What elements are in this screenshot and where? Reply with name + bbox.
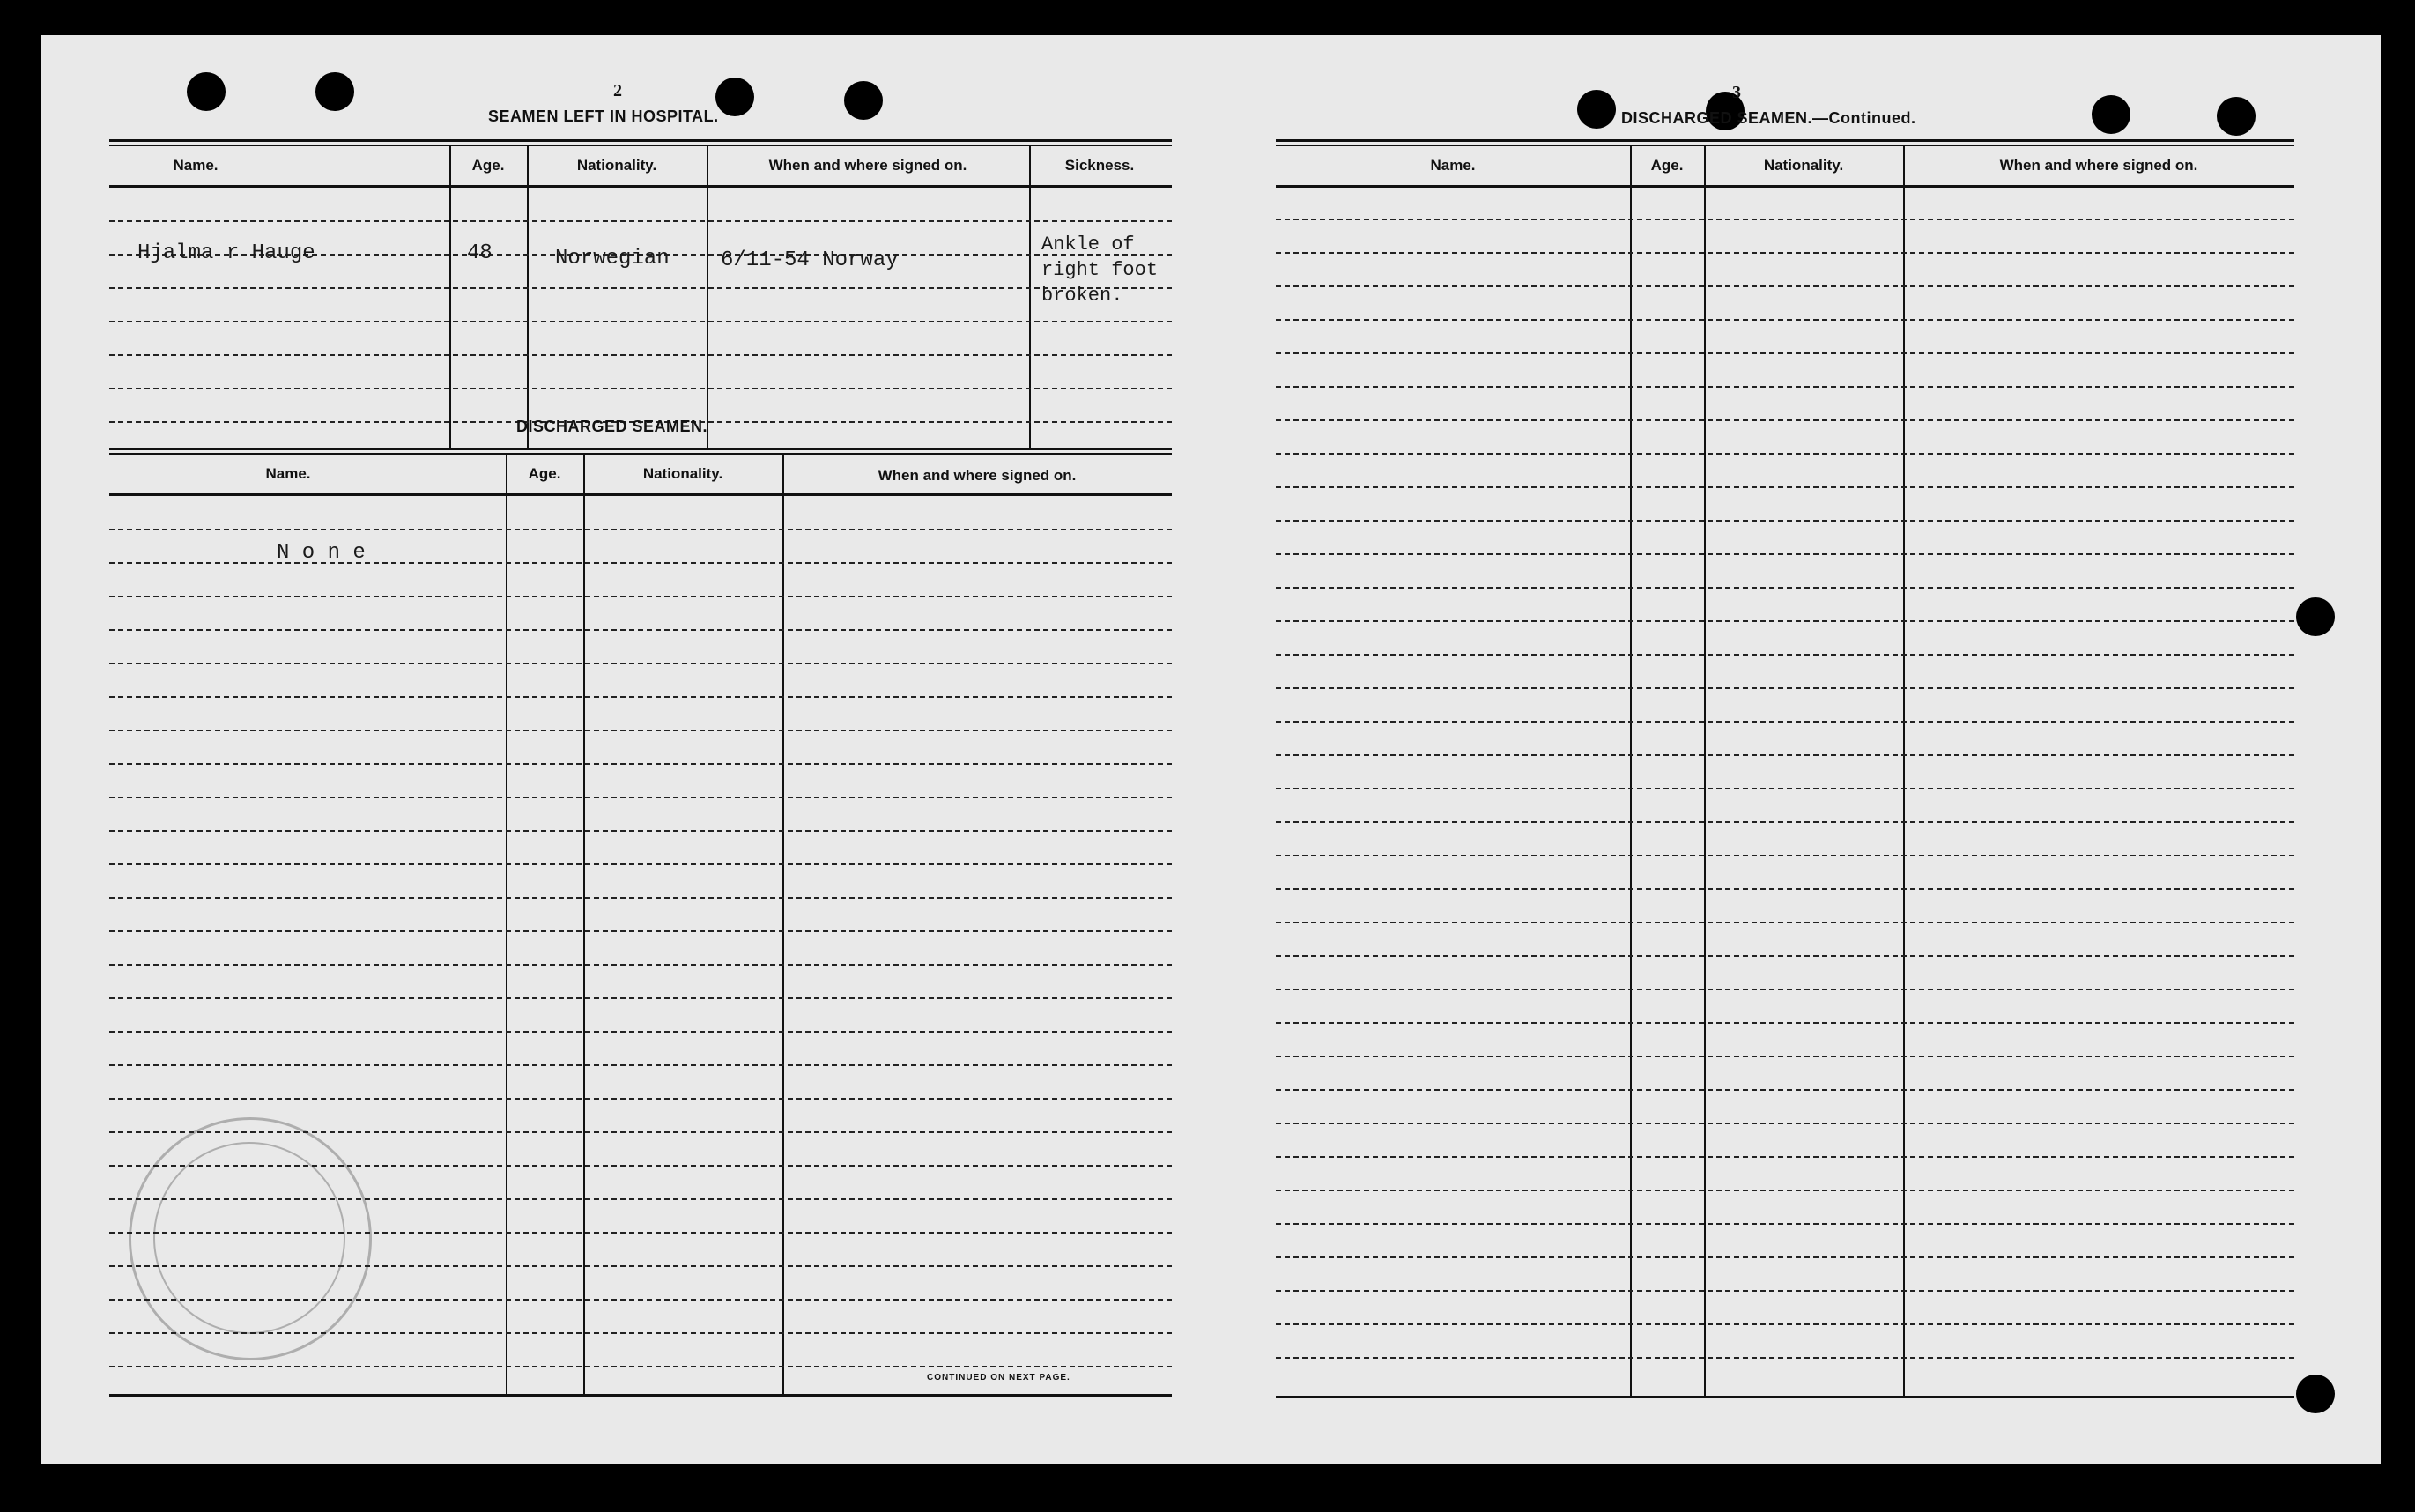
column-header: When and where signed on. (1999, 157, 2198, 174)
punch-hole (2217, 97, 2256, 136)
document-sheet (41, 35, 2381, 1464)
page-number-right: 3 (1732, 83, 1741, 102)
punch-hole (844, 81, 883, 120)
punch-hole (2296, 597, 2335, 636)
page-number-left: 2 (613, 81, 622, 100)
hospital-seaman-name: Hjalma r Hauge (137, 241, 315, 265)
column-header: Nationality. (576, 157, 657, 174)
column-header: When and where signed on. (878, 467, 1077, 484)
hospital-table (109, 139, 1172, 448)
discharged-entry: N o n e (277, 541, 366, 565)
discharged-table-right (1276, 139, 2294, 1408)
punch-hole (187, 72, 226, 111)
hospital-seaman-sickness-line: Ankle of (1041, 233, 1135, 256)
hospital-seaman-age: 48 (467, 241, 493, 265)
column-header: Name. (265, 465, 311, 482)
punch-hole (2296, 1375, 2335, 1413)
hospital-seaman-nationality: Norwegian (555, 247, 670, 271)
column-header: Name. (1430, 157, 1476, 174)
punch-hole (315, 72, 354, 111)
discharged-section-title: DISCHARGED SEAMEN. (516, 418, 708, 435)
column-header: Nationality. (1763, 157, 1844, 174)
discharged-table-left (109, 448, 1172, 1408)
column-header: When and where signed on. (768, 157, 967, 174)
column-header: Age. (471, 157, 505, 174)
column-header: Nationality. (642, 465, 723, 482)
column-header: Age. (1650, 157, 1684, 174)
column-header: Sickness. (1064, 157, 1135, 174)
punch-hole (2092, 95, 2130, 134)
discharged-continued-title: DISCHARGED SEAMEN.—Continued. (1621, 109, 1916, 127)
punch-hole (1577, 90, 1616, 129)
hospital-section-title: SEAMEN LEFT IN HOSPITAL. (488, 107, 719, 125)
punch-hole (715, 78, 754, 116)
hospital-seaman-sickness-line: right foot (1041, 259, 1159, 281)
column-header: Name. (173, 157, 219, 174)
continued-footer: CONTINUED ON NEXT PAGE. (927, 1373, 1070, 1382)
hospital-seaman-sickness-line: broken. (1041, 285, 1123, 307)
column-header: Age. (528, 465, 561, 482)
hospital-seaman-signed-on: 6/11-54 Norway (721, 248, 899, 272)
